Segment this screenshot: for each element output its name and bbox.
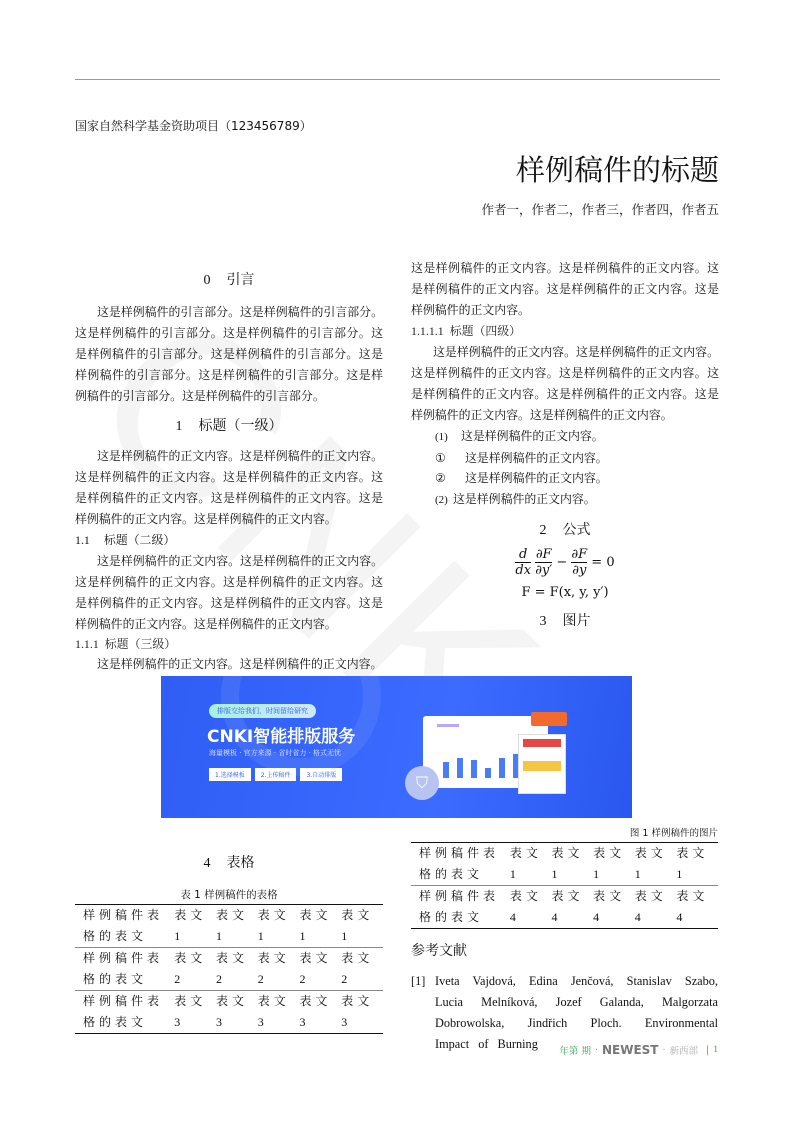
authors: 作者一，作者二，作者三，作者四，作者五 [481,202,719,217]
list-item: (1) 这是样例稿件的正文内容。 [435,429,604,443]
table-cell: 表文1 [299,908,332,943]
table-cell: 表文2 [258,948,300,991]
heading-intro: 0 引言 [203,272,255,288]
heading-table: 4 表格 [203,855,255,871]
banner-step: 1.选择模板 [209,768,251,781]
intro-paragraph: 这是样例稿件的引言部分。这是样例稿件的引言部分。这是样例稿件的引言部分。这是样例稿件的引言部分。这是样例稿件的引言部分。这是样例稿件的引言部分。这是样例稿件的引言部分。这是样例稿件的引言部分。这是样例稿件的引言部分。这是样例稿件的引言部分。 [75,305,383,403]
table-cell: 表文4 [593,886,635,929]
equation-2: F = F(x, y, y′) [521,585,609,600]
table-cell: 表文4 [510,886,552,929]
table-cell: 表文2 [174,948,216,991]
table-cell: 表文4 [552,886,594,929]
table-cell: 样例稿件表格的表文 [75,948,174,991]
table-cell: 表文3 [341,991,383,1034]
heading-level1: 1 标题（一级） [175,418,283,434]
table-caption: 表 1 样例稿件的表格 [180,889,278,901]
table-cell: 表文2 [341,948,383,991]
figure-banner-image [161,676,632,818]
body-paragraph: 这是样例稿件的正文内容。这是样例稿件的正文内容。 [97,657,383,671]
fund-note: 国家自然科学基金资助项目（123456789） [75,119,312,133]
heading-level4: 1.1.1.1 标题（四级） [411,324,522,338]
banner-steps [209,768,342,781]
heading-level3: 1.1.1 标题（三级） [75,637,177,651]
table-cell: 表文3 [299,991,341,1034]
body-paragraph: 这是样例稿件的正文内容。这是样例稿件的正文内容。这是样例稿件的正文内容。这是样例稿件的正文内容。这是样例稿件的正文内容。这是样例稿件的正文内容。这是样例稿件的正文内容。这是样例稿件的正文内容。 [75,554,383,631]
table-cell: 表文1 [174,908,207,943]
table-cell: 表文2 [216,948,258,991]
banner-subtitle: 海量模板 · 官方来源 · 省时省力 · 格式无忧 [209,749,342,757]
table-cell: 样例稿件表格的表文 [83,908,164,943]
body-paragraph: 这是样例稿件的正文内容。这是样例稿件的正文内容。这是样例稿件的正文内容。这是样例稿件的正文内容。这是样例稿件的正文内容。这是样例稿件的正文内容。这是样例稿件的正文内容。这是样例稿件的正文内容。 [411,345,719,422]
table-cell: 表文4 [635,886,677,929]
table-cell: 样例稿件表格的表文 [411,886,510,929]
table-row [75,991,383,1034]
body-paragraph: 这是样例稿件的正文内容。这是样例稿件的正文内容。这是样例稿件的正文内容。这是样例稿件的正文内容。这是样例稿件的正文内容。 [411,261,719,317]
table-cell: 表文3 [216,991,258,1034]
footer-brand-cn: 新西部 [669,1046,699,1057]
footer-brand: NEWEST [601,1043,659,1057]
table-cell: 表文1 [215,908,248,943]
heading-figure: 3 图片 [539,613,591,629]
banner-tag: 排版交给我们，时间留给研究 [209,704,316,718]
shield-icon: ⛉ [405,766,439,800]
table-cell: 表文3 [258,991,300,1034]
table-1 [75,904,383,1034]
table-1-continued [411,842,718,929]
reference-item: [1] Iveta Vajdová, Edina Jenčová, Stanislav Szabo, Lucia Melníková, Jozef Galanda, Malgorzata Dobrowolska, Jindřich Ploch. Environmental Impact of Burning [411,974,718,1051]
table-cell: 表文1 [509,846,542,881]
references-heading: 参考文献 [411,943,467,959]
banner-step: 2.上传稿件 [255,768,297,781]
table-row [411,886,718,929]
table-cell: 表文4 [676,886,718,929]
table-cell: 表文2 [299,948,341,991]
table-cell: 表文1 [551,846,584,881]
page-number: 1 [713,1045,718,1055]
table-row [75,905,383,948]
figure-caption: 图 1 样例稿件的图片 [629,828,718,839]
table-cell: 表文1 [634,846,667,881]
banner-step: 3.自动排版 [300,768,342,781]
list-item: ② 这是样例稿件的正文内容。 [435,471,608,485]
table-cell: 表文3 [174,991,216,1034]
footer-issue: 年第 期 [559,1046,591,1057]
table-cell: 表文1 [676,846,709,881]
heading-formula: 2 公式 [539,522,591,538]
table-cell: 表文1 [593,846,626,881]
footer: 年第 期 · NEWEST · 新西部 | 1 [559,1043,718,1057]
list-item: ① 这是样例稿件的正文内容。 [435,450,608,465]
document-illustration [518,734,566,794]
paper-title: 样例稿件的标题 [515,153,719,187]
table-row [411,843,718,886]
heading-level2: 1.1 标题（二级） [75,533,176,547]
table-cell: 样例稿件表格的表文 [75,991,174,1034]
equation-1: $\frac{d}{dx}$ $\frac{\partial F}{\partial y'}$ − $\frac{\partial F}{\partial y}$ = 0 [515,547,615,578]
table-cell: 表文1 [257,908,290,943]
table-cell: 样例稿件表格的表文 [419,846,500,881]
list-item: (2) 这是样例稿件的正文内容。 [435,491,596,506]
table-cell: 表文1 [341,908,374,943]
body-paragraph: 这是样例稿件的正文内容。这是样例稿件的正文内容。这是样例稿件的正文内容。这是样例稿件的正文内容。这是样例稿件的正文内容。这是样例稿件的正文内容。这是样例稿件的正文内容。这是样例稿件的正文内容。 [75,449,383,526]
header-rule [75,79,720,80]
right-column [411,258,719,632]
banner-title: CNKI智能排版服务 [207,727,356,747]
table-row [75,948,383,991]
